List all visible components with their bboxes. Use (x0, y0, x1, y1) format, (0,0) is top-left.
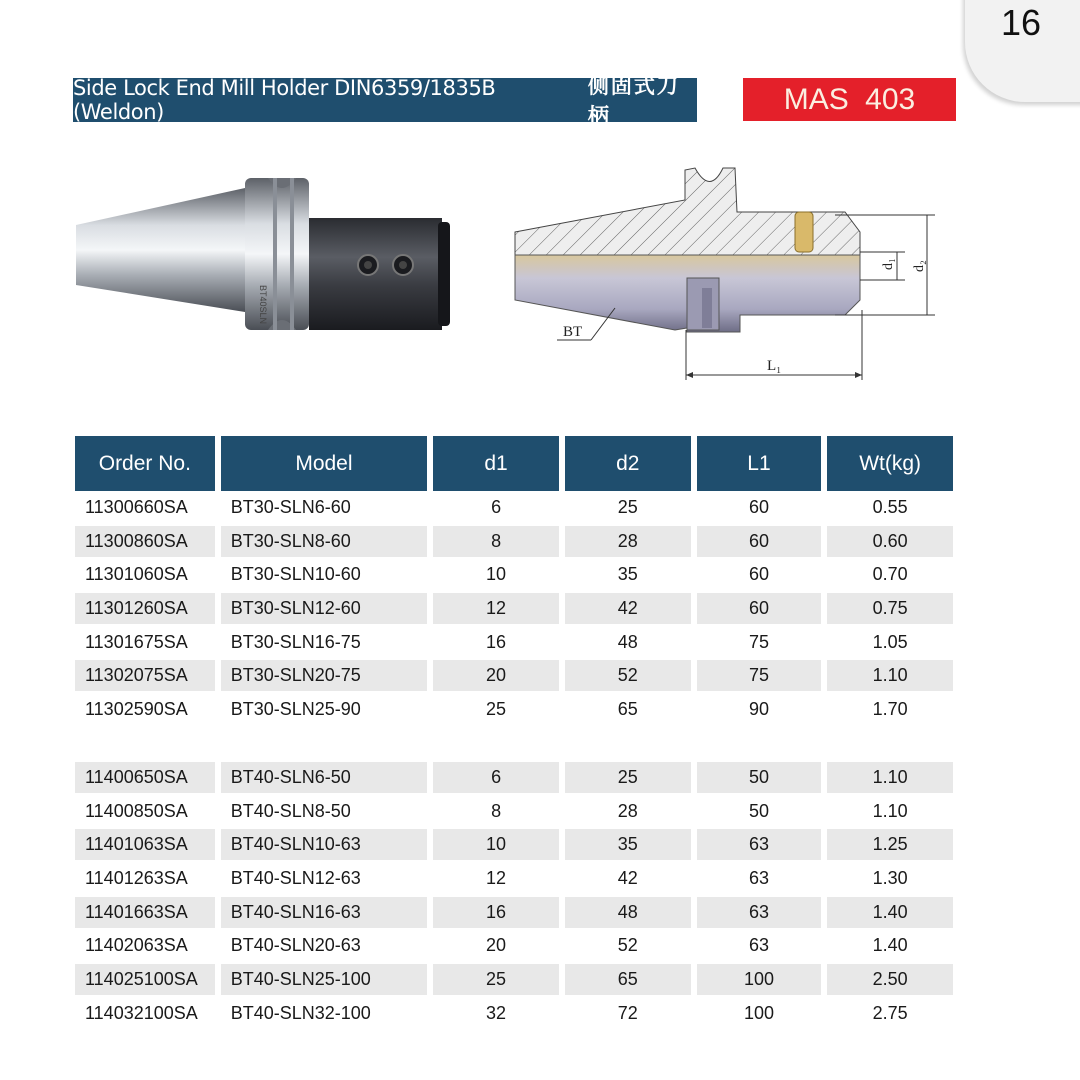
table-row (75, 997, 953, 1031)
table-body (75, 491, 953, 1030)
cell-order-no: 11301260SA (75, 593, 215, 624)
title-english: Side Lock End Mill Holder DIN6359/1835B (Weldon) (73, 76, 496, 124)
cell-d1: 10 (433, 829, 559, 860)
cell-model: BT40-SLN16-63 (221, 897, 428, 928)
cell-l1: 63 (748, 867, 769, 888)
cell-order-no: 11300660SA (85, 497, 188, 517)
cell-order-no: 11301675SA (85, 631, 188, 652)
table-row (75, 929, 953, 963)
cell-l1: 100 (697, 964, 822, 995)
cell-model: BT30-SLN10-60 (230, 564, 361, 585)
cell-order-no: 114025100SA (75, 964, 215, 995)
cell-d2: 42 (617, 867, 638, 888)
cell-d1: 25 (486, 699, 507, 720)
table-row (75, 963, 953, 997)
cell-l1: 75 (697, 660, 822, 691)
col-order-no: Order No. (75, 436, 215, 491)
cell-model: BT30-SLN20-75 (221, 660, 428, 691)
standard-badge: MAS 403 (743, 78, 956, 121)
col-l1: L1 (697, 436, 822, 491)
cell-l1: 60 (697, 526, 822, 557)
cell-l1: 60 (748, 564, 769, 585)
cell-order-no: 11402063SA (85, 935, 188, 956)
cell-order-no: 11301060SA (85, 564, 188, 585)
cell-weight: 1.30 (872, 867, 908, 888)
cell-model: BT40-SLN25-100 (221, 964, 428, 995)
cell-d2: 65 (617, 699, 638, 720)
col-d2: d2 (565, 436, 691, 491)
cell-d2: 48 (565, 897, 691, 928)
col-d1: d1 (433, 436, 559, 491)
cell-weight: 1.05 (872, 631, 908, 652)
cell-l1: 90 (748, 699, 769, 720)
cell-weight: 2.75 (872, 1002, 908, 1023)
cell-weight: 1.40 (872, 935, 908, 956)
cell-d2: 52 (565, 660, 691, 691)
cell-order-no: 11302590SA (85, 699, 188, 720)
cell-l1: 63 (748, 935, 769, 956)
table-row (75, 558, 953, 592)
cell-order-no: 11401063SA (75, 829, 215, 860)
cell-d1: 16 (433, 897, 559, 928)
cell-d2: 52 (617, 935, 638, 956)
table-row (75, 525, 953, 559)
cell-l1: 60 (748, 497, 769, 517)
cell-order-no: 11401263SA (85, 867, 188, 888)
cell-weight: 0.75 (827, 593, 953, 624)
technical-drawing (505, 160, 955, 390)
title-bar (73, 74, 697, 128)
cell-model: BT40-SLN20-63 (230, 935, 361, 956)
cell-model: BT40-SLN6-50 (221, 762, 428, 793)
cell-d2: 65 (565, 964, 691, 995)
table-row (75, 659, 953, 693)
cell-order-no: 11300860SA (75, 526, 215, 557)
table-row (75, 828, 953, 862)
cell-l1: 50 (748, 800, 769, 821)
cell-l1: 75 (748, 631, 769, 652)
cell-d2: 28 (565, 526, 691, 557)
cell-d1: 6 (491, 497, 502, 517)
cell-model: BT30-SLN6-60 (230, 497, 351, 517)
cell-model: BT30-SLN12-60 (221, 593, 428, 624)
cell-d2: 35 (565, 829, 691, 860)
svg-text:d₂: d₂ (912, 260, 927, 272)
cell-d1: 20 (433, 660, 559, 691)
table-row (75, 491, 953, 525)
cell-model: BT30-SLN8-60 (221, 526, 428, 557)
cell-order-no: 11302075SA (75, 660, 215, 691)
group-spacer (75, 727, 953, 761)
svg-text:BT40SLN: BT40SLN (258, 285, 268, 325)
cell-d1: 12 (486, 867, 507, 888)
cell-d2: 48 (617, 631, 638, 652)
cell-weight: 0.70 (872, 564, 908, 585)
table-header (75, 436, 953, 491)
svg-text:BT: BT (563, 324, 583, 340)
cell-d1: 20 (486, 935, 507, 956)
cell-weight: 1.25 (827, 829, 953, 860)
col-weight: Wt(kg) (827, 436, 953, 491)
cell-model: BT40-SLN10-63 (221, 829, 428, 860)
cell-weight: 1.10 (827, 660, 953, 691)
cell-l1: 63 (697, 829, 822, 860)
cell-d1: 25 (433, 964, 559, 995)
cell-model: BT30-SLN25-90 (230, 699, 361, 720)
table-row (75, 693, 953, 727)
cell-d2: 25 (617, 497, 638, 517)
cell-weight: 1.70 (872, 699, 908, 720)
cell-weight: 1.40 (827, 897, 953, 928)
cell-d2: 28 (617, 800, 638, 821)
cell-model: BT40-SLN12-63 (230, 867, 361, 888)
spec-table (75, 436, 953, 1030)
table-row (75, 592, 953, 626)
table-row (75, 862, 953, 896)
cell-weight: 1.10 (827, 762, 953, 793)
table-row (75, 896, 953, 930)
svg-text:L₁: L₁ (767, 358, 782, 374)
cell-d1: 8 (433, 526, 559, 557)
svg-text:d₁: d₁ (881, 258, 896, 270)
cell-order-no: 11400850SA (85, 800, 188, 821)
cell-model: BT40-SLN8-50 (230, 800, 351, 821)
cell-weight: 2.50 (827, 964, 953, 995)
cell-l1: 100 (743, 1002, 774, 1023)
cell-d1: 12 (433, 593, 559, 624)
page-number-tab (965, 0, 1080, 102)
cell-order-no: 114032100SA (85, 1002, 198, 1023)
cell-l1: 60 (697, 593, 822, 624)
title-chinese: 侧固式刀柄 (587, 74, 680, 128)
cell-d1: 32 (486, 1002, 507, 1023)
cell-d2: 35 (617, 564, 638, 585)
cell-order-no: 11400650SA (75, 762, 215, 793)
col-model: Model (221, 436, 428, 491)
cell-d1: 10 (486, 564, 507, 585)
cell-d2: 42 (565, 593, 691, 624)
product-photo (70, 170, 470, 350)
cell-d1: 6 (433, 762, 559, 793)
page-number: 16 (1001, 2, 1042, 43)
cell-weight: 0.60 (827, 526, 953, 557)
cell-order-no: 11401663SA (75, 897, 215, 928)
cell-l1: 63 (697, 897, 822, 928)
cell-weight: 1.10 (872, 800, 908, 821)
table-row (75, 795, 953, 829)
cell-d2: 72 (617, 1002, 638, 1023)
cell-d1: 8 (491, 800, 502, 821)
cell-d1: 16 (486, 631, 507, 652)
cell-d2: 25 (565, 762, 691, 793)
table-row (75, 761, 953, 795)
table-row (75, 626, 953, 660)
cell-weight: 0.55 (872, 497, 908, 517)
cell-model: BT30-SLN16-75 (230, 631, 361, 652)
cell-model: BT40-SLN32-100 (230, 1002, 371, 1023)
cell-l1: 50 (697, 762, 822, 793)
